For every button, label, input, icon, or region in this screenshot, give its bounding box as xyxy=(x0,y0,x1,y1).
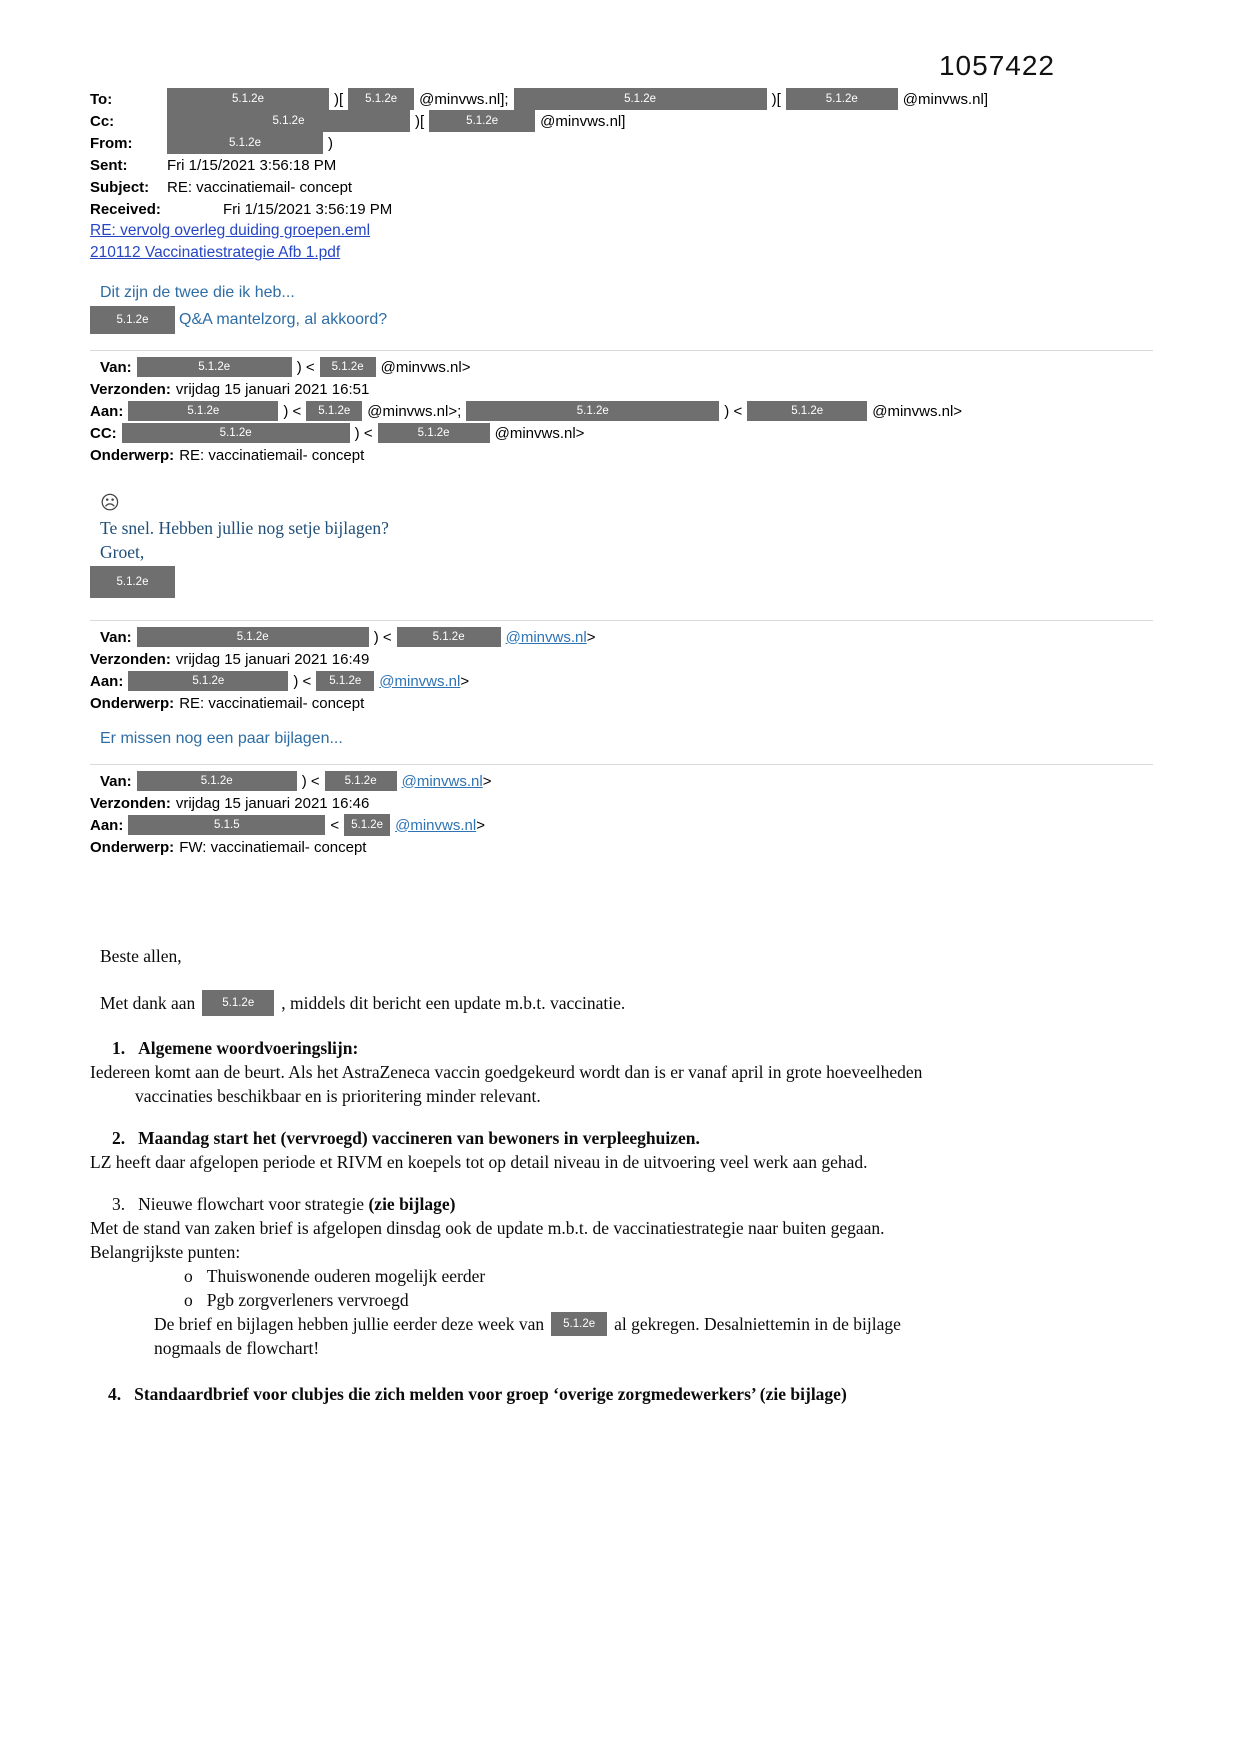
email-domain-text: @minvws.nl> xyxy=(494,424,585,442)
note-intro: Dit zijn de twee die ik heb... xyxy=(100,284,295,301)
quote3-onderwerp-row xyxy=(90,836,1153,858)
quote2-van-row xyxy=(90,626,1153,648)
aan-label: Aan: xyxy=(90,816,124,834)
redaction-box: 5.1.2e xyxy=(316,671,374,691)
mail-link[interactable]: @minvws.nl xyxy=(395,816,477,834)
item-3-text3-post: al gekregen. Desalniettemin in de bijlage xyxy=(614,1314,901,1334)
separator-text: )[ xyxy=(415,112,425,130)
attachment-link-eml[interactable]: RE: vervolg overleg duiding groepen.eml xyxy=(90,222,371,239)
item-2-number: 2. xyxy=(112,1128,126,1148)
note-greeting: Groet, xyxy=(100,542,145,562)
redaction-box: 5.1.2e xyxy=(378,423,490,443)
intro-text-pre: Met dank aan xyxy=(100,993,196,1013)
note-missing: Er missen nog een paar bijlagen... xyxy=(100,730,343,747)
to-label: To: xyxy=(90,90,113,108)
onderwerp-label: Onderwerp: xyxy=(90,838,175,856)
onderwerp-label: Onderwerp: xyxy=(90,446,175,464)
onderwerp-value: RE: vaccinatiemail- concept xyxy=(179,446,365,464)
redaction-box: 5.1.2e xyxy=(202,990,274,1016)
header-row-cc xyxy=(90,110,1153,132)
quote1-van-row xyxy=(90,356,1153,378)
redaction-box: 5.1.2e xyxy=(137,771,297,791)
sent-label: Sent: xyxy=(90,156,128,174)
separator-text: ) < xyxy=(283,402,302,420)
received-label: Received: xyxy=(90,200,161,218)
header-row-subject xyxy=(90,176,1153,198)
sent-value: Fri 1/15/2021 3:56:18 PM xyxy=(167,156,337,174)
onderwerp-value: FW: vaccinatiemail- concept xyxy=(179,838,367,856)
separator-text: )[ xyxy=(771,90,781,108)
quote3-verzonden-row xyxy=(90,792,1153,814)
bullet-item-2 xyxy=(90,1288,1153,1312)
separator-text: > xyxy=(482,772,492,790)
header-row-from xyxy=(90,132,1153,154)
note-qa-question: Q&A mantelzorg, al akkoord? xyxy=(179,311,388,328)
quoted-header-3 xyxy=(90,764,1153,858)
cc-label: CC: xyxy=(90,424,117,442)
header-row-to xyxy=(90,88,1153,110)
item-2-title: Maandag start het (vervroegd) vaccineren van bewoners in verpleeghuizen. xyxy=(138,1128,700,1148)
redaction-box: 5.1.2e xyxy=(344,814,390,836)
quote1-verzonden-row xyxy=(90,378,1153,400)
aan-label: Aan: xyxy=(90,402,124,420)
verzonden-label: Verzonden: xyxy=(90,380,171,398)
item-1-title: Algemene woordvoeringslijn: xyxy=(138,1038,359,1058)
redaction-box: 5.1.2e xyxy=(466,401,719,421)
header-row-received xyxy=(90,198,1153,220)
received-value: Fri 1/15/2021 3:56:19 PM xyxy=(223,200,393,218)
separator-text: > xyxy=(586,628,596,646)
quoted-header-2 xyxy=(90,620,1153,714)
subject-label: Subject: xyxy=(90,178,150,196)
email-domain-text: @minvws.nl]; xyxy=(419,90,509,108)
bullet-1-text: Thuiswonende ouderen mogelijk eerder xyxy=(206,1266,486,1286)
redaction-box: 5.1.2e xyxy=(320,357,376,377)
redaction-box: 5.1.2e xyxy=(122,423,350,443)
item-3-text4: nogmaals de flowchart! xyxy=(154,1338,320,1358)
onderwerp-value: RE: vaccinatiemail- concept xyxy=(179,694,365,712)
item-3-number: 3. xyxy=(112,1194,126,1214)
item-3-title-bold: (zie bijlage) xyxy=(368,1194,456,1214)
letter-body xyxy=(90,944,1153,1406)
bullet-marker: o xyxy=(184,1290,193,1310)
verzonden-label: Verzonden: xyxy=(90,650,171,668)
onderwerp-label: Onderwerp: xyxy=(90,694,175,712)
email-domain-text: @minvws.nl> xyxy=(872,402,963,420)
separator-text: ) < xyxy=(724,402,743,420)
quote2-verzonden-row xyxy=(90,648,1153,670)
redaction-box: 5.1.2e xyxy=(397,627,501,647)
attachment-link-pdf[interactable]: 210112 Vaccinatiestrategie Afb 1.pdf xyxy=(90,244,341,261)
separator-text: ) < xyxy=(293,672,312,690)
redaction-box: 5.1.2e xyxy=(167,88,329,110)
quote1-aan-row xyxy=(90,400,1153,422)
item-3-text3-row xyxy=(90,1312,1153,1336)
cc-label: Cc: xyxy=(90,112,115,130)
item-3-heading xyxy=(90,1192,1153,1216)
redaction-box: 5.1.2e xyxy=(551,1312,607,1336)
redaction-box: 5.1.2e xyxy=(429,110,535,132)
van-label: Van: xyxy=(100,628,132,646)
aan-label: Aan: xyxy=(90,672,124,690)
item-2-heading xyxy=(90,1126,1153,1150)
item-4-number: 4. xyxy=(108,1384,122,1404)
separator-text: ) xyxy=(328,134,333,152)
separator-text: )[ xyxy=(334,90,344,108)
redaction-box: 5.1.2e xyxy=(167,132,323,154)
mail-link[interactable]: @minvws.nl xyxy=(401,772,483,790)
item-3-text1: Met de stand van zaken brief is afgelopen dinsdag ook de update m.b.t. de vaccinatiestrategie naar buiten gegaan. xyxy=(90,1218,885,1238)
item-1-text-line1: Iedereen komt aan de beurt. Als het AstraZeneca vaccin goedgekeurd wordt dan is er vanaf april in grote hoeveelheden xyxy=(90,1062,923,1082)
redaction-box: 5.1.2e xyxy=(167,110,410,132)
mail-link[interactable]: @minvws.nl xyxy=(379,672,461,690)
quote3-aan-row xyxy=(90,814,1153,836)
redaction-box: 5.1.2e xyxy=(786,88,898,110)
separator-text: > xyxy=(460,672,470,690)
quote2-aan-row xyxy=(90,670,1153,692)
verzonden-value: vrijdag 15 januari 2021 16:51 xyxy=(175,380,370,398)
item-3-text2: Belangrijkste punten: xyxy=(90,1242,241,1262)
redaction-box: 5.1.2e xyxy=(137,627,369,647)
bullet-marker: o xyxy=(184,1266,193,1286)
sad-face-emoticon: ☹ xyxy=(100,492,120,514)
note-too-fast: Te snel. Hebben jullie nog setje bijlagen? xyxy=(100,518,389,538)
item-1-number: 1. xyxy=(112,1038,126,1058)
redaction-box: 5.1.2e xyxy=(747,401,867,421)
email-domain-text: @minvws.nl] xyxy=(902,90,989,108)
redaction-box-signature: 5.1.2e xyxy=(90,566,175,598)
van-label: Van: xyxy=(100,358,132,376)
redaction-box: 5.1.2e xyxy=(90,306,175,334)
verzonden-value: vrijdag 15 januari 2021 16:46 xyxy=(175,794,370,812)
item-1-heading xyxy=(90,1036,1153,1060)
email-domain-text: @minvws.nl>; xyxy=(367,402,462,420)
separator-text: ) < xyxy=(373,628,392,646)
redaction-box: 5.1.2e xyxy=(306,401,362,421)
item-2-text: LZ heeft daar afgelopen periode et RIVM en koepels tot op detail niveau in de uitvoering veel werk aan gehad. xyxy=(90,1152,868,1172)
letter-greeting: Beste allen, xyxy=(100,946,182,966)
bullet-item-1 xyxy=(90,1264,1153,1288)
quote2-onderwerp-row xyxy=(90,692,1153,714)
note-qa-row xyxy=(90,306,1153,334)
letter-intro-row xyxy=(90,990,1153,1016)
quote1-cc-row xyxy=(90,422,1153,444)
item-3-text3-pre: De brief en bijlagen hebben jullie eerder deze week van xyxy=(154,1314,545,1334)
separator-text: ) < xyxy=(296,358,315,376)
quote1-onderwerp-row xyxy=(90,444,1153,466)
email-domain-text: @minvws.nl> xyxy=(380,358,471,376)
item-4-heading xyxy=(90,1382,1153,1406)
document-id: 1057422 xyxy=(938,50,1055,81)
subject-value: RE: vaccinatiemail- concept xyxy=(167,178,353,196)
redaction-box: 5.1.2e xyxy=(137,357,292,377)
redaction-box: 5.1.2e xyxy=(128,671,288,691)
redaction-box: 5.1.2e xyxy=(514,88,767,110)
redaction-box: 5.1.2e xyxy=(325,771,397,791)
redaction-box: 5.1.2e xyxy=(348,88,414,110)
item-3-title-regular: Nieuwe flowchart voor strategie xyxy=(138,1194,369,1214)
quote3-van-row xyxy=(90,770,1153,792)
header-row-sent xyxy=(90,154,1153,176)
separator-text: > xyxy=(476,816,485,834)
verzonden-label: Verzonden: xyxy=(90,794,171,812)
separator-text: ) < xyxy=(354,424,373,442)
quoted-header-1 xyxy=(90,350,1153,466)
email-domain-text: @minvws.nl] xyxy=(540,112,626,130)
separator-text: < xyxy=(330,816,340,834)
mail-link[interactable]: @minvws.nl xyxy=(505,628,587,646)
separator-text: ) < xyxy=(301,772,320,790)
van-label: Van: xyxy=(100,772,132,790)
redaction-box-515: 5.1.5 xyxy=(128,815,325,835)
intro-text-post: , middels dit bericht een update m.b.t. vaccinatie. xyxy=(281,993,626,1013)
from-label: From: xyxy=(90,134,133,152)
verzonden-value: vrijdag 15 januari 2021 16:49 xyxy=(175,650,370,668)
email-header xyxy=(90,88,1153,264)
item-4-title: Standaardbrief voor clubjes die zich melden voor groep ‘overige zorgmedewerkers’ (zie bijlage) xyxy=(134,1384,847,1404)
redaction-box: 5.1.2e xyxy=(128,401,278,421)
bullet-2-text: Pgb zorgverleners vervroegd xyxy=(206,1290,409,1310)
item-1-text-line2: vaccinaties beschikbaar en is prioritering minder relevant. xyxy=(135,1086,541,1106)
